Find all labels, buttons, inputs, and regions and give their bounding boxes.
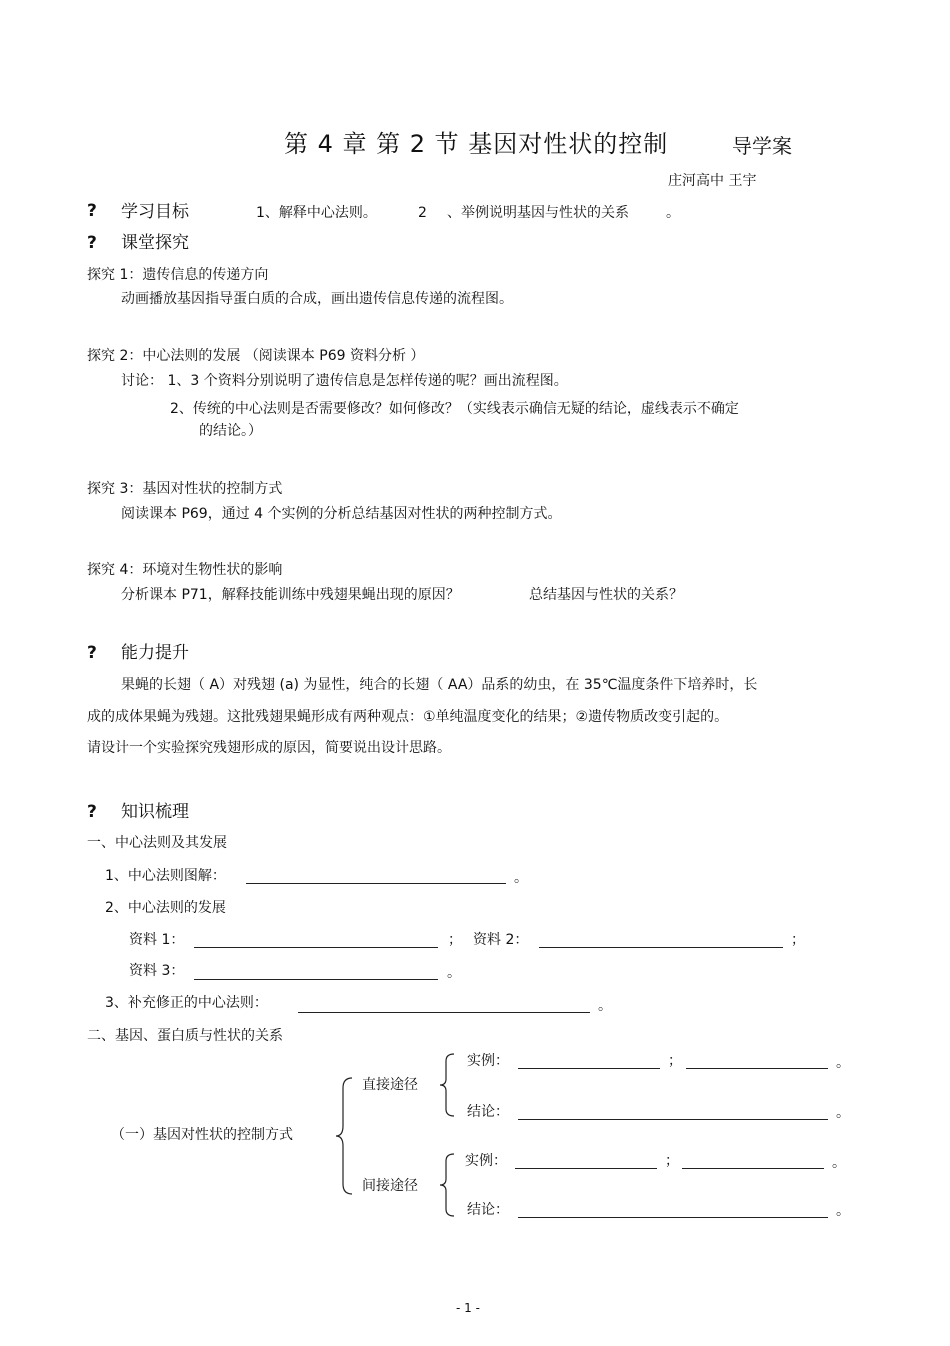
semicolon: ； xyxy=(668,1053,682,1069)
inquiry-4-text: 分析课本 P71，解释技能训练中残翅果蝇出现的原因？ xyxy=(121,587,460,603)
direct-example-blank-2[interactable] xyxy=(686,1068,828,1069)
direct-conclusion-blank[interactable] xyxy=(518,1119,828,1120)
objective-1: 1、解释中心法则。 xyxy=(256,205,377,221)
inquiry-1-text: 动画播放基因指导蛋白质的合成，画出遗传信息传递的流程图。 xyxy=(121,291,513,307)
indirect-brace-icon xyxy=(438,1152,458,1218)
inquiry-4-title: 探究 4：环境对生物性状的影响 xyxy=(87,562,283,578)
indirect-conclusion-label: 结论： xyxy=(467,1202,509,1218)
ability-marker: ? xyxy=(87,643,97,663)
inquiry-2-question-1: 讨论： 1、3 个资料分别说明了遗传信息是怎样传递的呢？画出流程图。 xyxy=(121,373,568,389)
indirect-example-label: 实例： xyxy=(465,1153,507,1169)
inquiry-3-title: 探究 3：基因对性状的控制方式 xyxy=(87,481,283,497)
semicolon: ； xyxy=(665,1153,679,1169)
inquiry-2-title: 探究 2：中心法则的发展 （阅读课本 P69 资料分析 ） xyxy=(87,348,425,364)
control-methods-label: （一）基因对性状的控制方式 xyxy=(111,1127,293,1143)
direct-brace-icon xyxy=(438,1052,458,1118)
author: 庄河高中 王宇 xyxy=(668,173,757,189)
objective-2: 、举例说明基因与性状的关系 xyxy=(447,205,629,221)
semicolon: ； xyxy=(448,932,462,948)
inquiry-marker: ? xyxy=(87,233,97,253)
section-2-heading: 二、基因、蛋白质与性状的关系 xyxy=(87,1028,283,1044)
direct-conclusion-label: 结论： xyxy=(467,1104,509,1120)
direct-pathway-label: 直接途径 xyxy=(362,1077,418,1093)
period: 。 xyxy=(836,1105,850,1121)
ability-paragraph-3: 请设计一个实验探究残翅形成的原因，简要说出设计思路。 xyxy=(87,740,451,756)
central-dogma-diagram-label: 1、中心法则图解： xyxy=(105,868,226,884)
objectives-marker: ? xyxy=(87,201,97,221)
summary-label: 知识梳理 xyxy=(121,802,189,822)
semicolon: ； xyxy=(791,932,805,948)
indirect-conclusion-blank[interactable] xyxy=(518,1217,828,1218)
material-3-label: 资料 3： xyxy=(129,963,185,979)
revised-dogma-blank[interactable] xyxy=(298,1012,590,1013)
objective-2-end: 。 xyxy=(666,205,680,221)
period: 。 xyxy=(836,1055,850,1071)
indirect-example-blank-2[interactable] xyxy=(682,1168,824,1169)
material-1-blank[interactable] xyxy=(194,947,438,948)
material-2-label: 资料 2： xyxy=(473,932,529,948)
inquiry-2-question-2-cont: 的结论。） xyxy=(199,423,262,439)
central-dogma-development-label: 2、中心法则的发展 xyxy=(105,900,226,916)
period: 。 xyxy=(836,1203,850,1219)
revised-dogma-label: 3、补充修正的中心法则： xyxy=(105,995,268,1011)
material-3-blank[interactable] xyxy=(194,979,438,980)
inquiry-4-text-2: 总结基因与性状的关系？ xyxy=(529,587,683,603)
period: 。 xyxy=(447,965,461,981)
section-1-heading: 一、中心法则及其发展 xyxy=(87,835,227,851)
objective-2-number: 2 xyxy=(418,205,427,221)
material-2-blank[interactable] xyxy=(539,947,783,948)
objectives-label: 学习目标 xyxy=(121,202,189,222)
period: 。 xyxy=(832,1155,846,1171)
ability-paragraph-1: 果蝇的长翅（ A）对残翅 (a) 为显性，纯合的长翅（ AA）品系的幼虫，在 35℃温度条件下培养时，长 xyxy=(121,677,758,693)
period: 。 xyxy=(598,998,612,1014)
inquiry-label: 课堂探究 xyxy=(121,233,189,253)
page-title: 第 4 章 第 2 节 基因对性状的控制 xyxy=(284,130,669,158)
indirect-example-blank-1[interactable] xyxy=(515,1168,657,1169)
central-dogma-diagram-blank[interactable] xyxy=(246,883,506,884)
inquiry-3-text: 阅读课本 P69，通过 4 个实例的分析总结基因对性状的两种控制方式。 xyxy=(121,506,562,522)
indirect-pathway-label: 间接途径 xyxy=(362,1178,418,1194)
ability-paragraph-2: 成的成体果蝇为残翅。这批残翅果蝇形成有两种观点：①单纯温度变化的结果；②遗传物质改变引起的。 xyxy=(87,709,729,725)
inquiry-2-question-2: 2、传统的中心法则是否需要修改？如何修改？（实线表示确信无疑的结论，虚线表示不确定 xyxy=(170,401,739,417)
page-number: - 1 - xyxy=(456,1301,480,1315)
direct-example-label: 实例： xyxy=(467,1053,509,1069)
period: 。 xyxy=(514,870,528,886)
inquiry-1-title: 探究 1：遗传信息的传递方向 xyxy=(87,267,269,283)
material-1-label: 资料 1： xyxy=(129,932,185,948)
title-suffix: 导学案 xyxy=(732,134,792,158)
left-brace-icon xyxy=(334,1076,356,1196)
summary-marker: ? xyxy=(87,802,97,822)
direct-example-blank-1[interactable] xyxy=(518,1068,660,1069)
ability-label: 能力提升 xyxy=(121,643,189,663)
